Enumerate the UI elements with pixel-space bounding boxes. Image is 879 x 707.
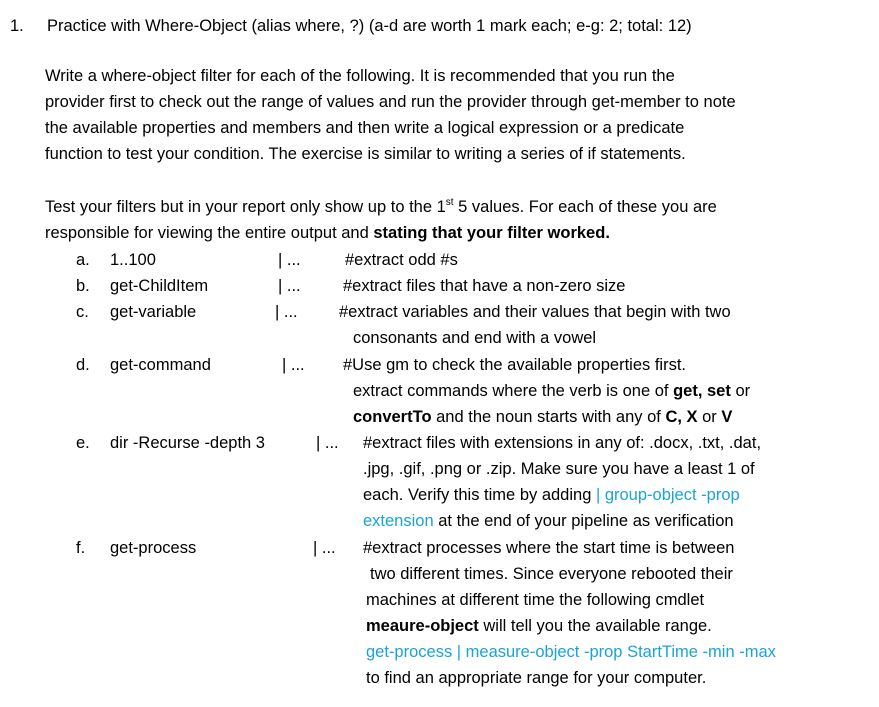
item-d-text: and the noun starts with any of	[431, 408, 666, 426]
intro-line: Write a where-object filter for each of the following. It is recommended that you run the	[45, 67, 675, 85]
item-d-bold-text: C, X	[665, 408, 698, 426]
intro-line: function to test your condition. The exercise is similar to writing a series of if statements.	[45, 145, 686, 163]
item-b-separator: | ...	[278, 277, 301, 295]
item-f-description	[366, 616, 712, 636]
item-e-letter: e.	[76, 434, 90, 452]
item-e-separator: | ...	[316, 434, 339, 452]
test-text: responsible for viewing the entire output and	[45, 224, 374, 242]
item-c-command: get-variable	[110, 303, 197, 321]
item-f-description: to find an appropriate range for your computer.	[366, 669, 707, 687]
intro-line: provider first to check out the range of values and run the provider through get-member to note	[45, 93, 736, 111]
question-title: Practice with Where-Object (alias where, ?) (a-d are worth 1 mark each; e-g: 2; total: 12)	[47, 17, 692, 35]
item-d-text: or	[697, 408, 722, 426]
item-d-bold-text: V	[721, 408, 733, 426]
item-d-letter: d.	[76, 356, 90, 374]
item-d-command: get-command	[110, 356, 211, 374]
item-e-description	[363, 511, 734, 531]
item-b-command: get-ChildItem	[110, 277, 209, 295]
item-e-command: dir -Recurse -depth 3	[110, 434, 265, 452]
item-e-description: .jpg, .gif, .png or .zip. Make sure you have a least 1 of	[363, 460, 755, 478]
test-line	[45, 223, 610, 243]
item-f-separator: | ...	[313, 539, 336, 557]
item-c-description: #extract variables and their values that begin with two	[339, 303, 731, 321]
item-e-code-text: extension	[363, 512, 434, 530]
test-bold-text: stating that your filter worked.	[373, 224, 610, 242]
item-c-description: consonants and end with a vowel	[353, 329, 597, 347]
item-f-description: machines at different time the following cmdlet	[366, 591, 705, 609]
item-e-text: at the end of your pipeline as verification	[433, 512, 734, 530]
item-d-text: extract commands where the verb is one of	[353, 382, 674, 400]
item-f-description: #extract processes where the start time is between	[363, 539, 735, 557]
item-f-letter: f.	[76, 539, 86, 557]
item-d-separator: | ...	[282, 356, 305, 374]
item-e-code-text: | group-object -prop	[595, 486, 740, 504]
item-f-description: two different times. Since everyone rebooted their	[370, 565, 733, 583]
item-f-code-line: get-process | measure-object -prop StartTime -min -max	[366, 643, 776, 661]
item-a-letter: a.	[76, 251, 90, 269]
item-a-separator: | ...	[278, 251, 301, 269]
test-text: 5 values. For each of these you are	[453, 198, 717, 216]
superscript-st: st	[445, 196, 454, 208]
item-d-description: #Use gm to check the available properties first.	[343, 356, 686, 374]
item-d-description	[353, 381, 750, 401]
item-f-text: will tell you the available range.	[478, 617, 712, 635]
item-f-bold-text: meaure-object	[366, 617, 479, 635]
item-b-description: #extract files that have a non-zero size	[343, 277, 626, 295]
item-d-text: or	[730, 382, 751, 400]
item-c-letter: c.	[76, 303, 89, 321]
item-e-description	[363, 485, 740, 505]
item-a-description: #extract odd #s	[345, 251, 458, 269]
item-c-separator: | ...	[275, 303, 298, 321]
item-d-bold-text: get, set	[673, 382, 731, 400]
item-d-description	[353, 407, 732, 427]
intro-line: the available properties and members and then write a logical expression or a predicate	[45, 119, 685, 137]
item-d-bold-text: convertTo	[353, 408, 432, 426]
item-e-text: each. Verify this time by adding	[363, 486, 596, 504]
item-a-command: 1..100	[110, 251, 156, 269]
test-text: Test your filters but in your report only show up to the 1	[45, 198, 446, 216]
question-number: 1.	[10, 17, 24, 35]
test-line	[45, 197, 717, 217]
item-e-description: #extract files with extensions in any of: .docx, .txt, .dat,	[363, 434, 762, 452]
item-b-letter: b.	[76, 277, 90, 295]
item-f-command: get-process	[110, 539, 197, 557]
